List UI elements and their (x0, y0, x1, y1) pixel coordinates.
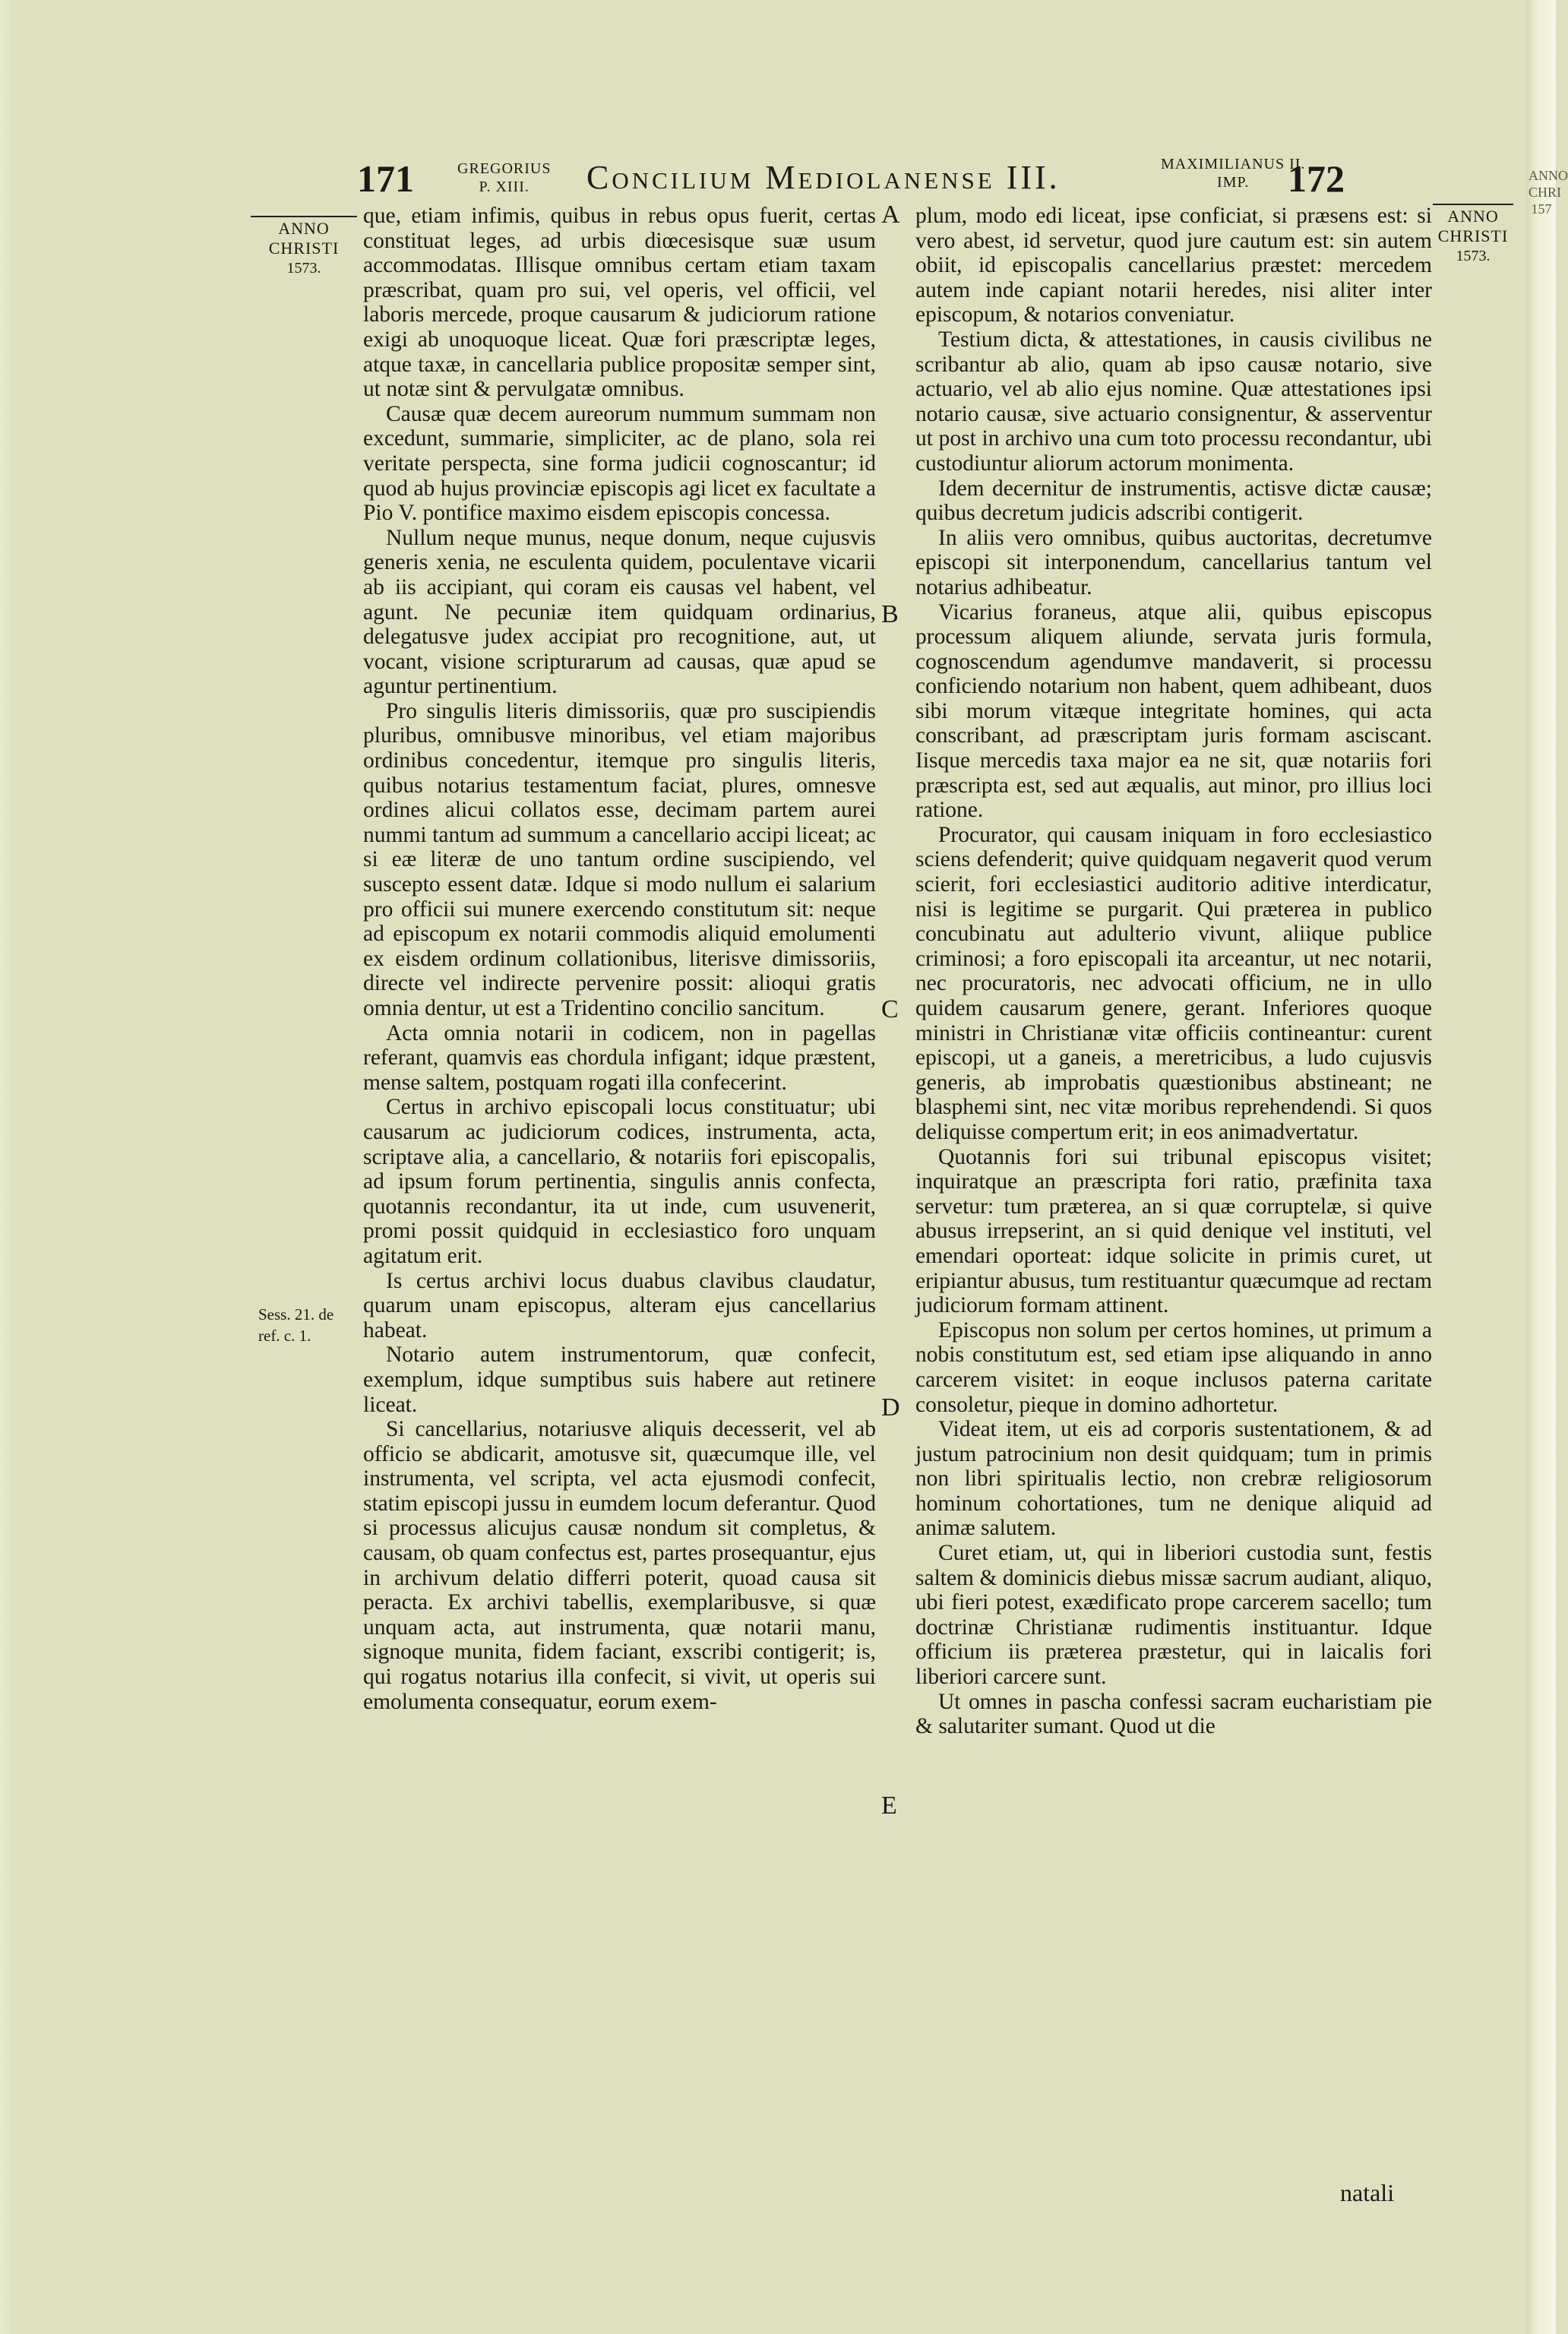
book-spine (0, 0, 14, 2334)
header-pope: GREGORIUS P. XIII. (457, 160, 552, 195)
next-page-edge (1525, 0, 1568, 2334)
paragraph: Notario autem instrumentorum, quæ confecit, exemplum, idque sumptibus suis habere aut retinere liceat. (363, 1343, 876, 1417)
running-title: Concilium Mediolanense III. (586, 159, 1061, 196)
paragraph: Causæ quæ decem aureorum nummum summam non excedunt, summarie, simpliciter, ac de plano, sola rei veritate perspecta, sine forma judicii cognoscantur; id quod ab hujus provinciæ episcopis agi licet ex facultate a Pio V. pontifice maximo eisdem episcopis concessa. (363, 401, 876, 526)
paragraph: Ut omnes in pascha confessi sacram eucharistiam pie & salutariter sumant. Quod ut die (915, 1689, 1432, 1739)
section-marker-e: E (881, 1792, 897, 1820)
section-marker-d: D (881, 1393, 900, 1422)
left-column (363, 204, 876, 1714)
section-marker-a: A (881, 201, 900, 229)
paragraph: Nullum neque munus, neque donum, neque cujusvis generis xenia, ne esculenta quidem, poculentave vicarii ab iis accipiant, qui coram eis causas vel habent, vel agunt. Ne pecuniæ item quidquam ordinarius, delegatusve judex accipiat pro recognitione, aut, ut vocant, visione scripturarum ad causas, quæ apud se aguntur pertinentium. (363, 525, 876, 699)
running-header (357, 149, 1345, 202)
paragraph: plum, modo edi liceat, ipse conficiat, si præsens est: si vero abest, id servetur, quod jure cautum est: sin autem obiit, id episcopalis cancellarius præstet: mercedem autem inde capiant notarii heredes, nisi aliter inter episcopum, & notarios conveniatur. (915, 204, 1432, 327)
paragraph: Acta omnia notarii in codicem, non in pagellas referant, quamvis eas chordula infigant; idque præstent, mense saltem, postquam rogati illa confecerint. (363, 1020, 876, 1095)
section-marker-b: B (881, 600, 899, 628)
paragraph: Videat item, ut eis ad corporis sustentationem, & ad justum patrocinium non desit quidquam; tum in primis non libri spiritualis lectio, non crebræ religiosorum hominum cohortationes, tum ne denique aliquid ad animæ salutem. (915, 1417, 1432, 1541)
page-number-left: 171 (357, 157, 414, 200)
session-reference-note: Sess. 21. de ref. c. 1. (258, 1305, 334, 1345)
paragraph: Idem decernitur de instrumentis, actisve dictæ causæ; quibus decretum judicis adscribi contigerit. (915, 476, 1432, 526)
paragraph: Procurator, qui causam iniquam in foro ecclesiastico sciens defenderit; quive quidquam negaverit quod verum scierit, fori ecclesiastici auditorio aditive interdicatur, nisi is legitime se purgarit. Qui præterea in publico concubinatu aut adulterio vivunt, aliique publice criminosi; a foro episcopali ita arceantur, ut nec notarii, nec procuratoris, nec advocati officium, ne in ullo quidem causarum genere, gerant. Inferiores quoque ministri in Christianæ vitæ officiis contineantur: curent episcopi, ut a ganeis, a meretricibus, a ludo cujusvis generis, ab improbatis quæstionibus abstineant; ne blasphemi sint, nec vitæ moribus reprehendendi. Si quos deliquisse compertum erit; in eos animadvertatur. (915, 822, 1432, 1144)
paragraph: Is certus archivi locus duabus clavibus claudatur, quarum unam episcopus, alteram ejus cancellarius habeat. (363, 1268, 876, 1343)
paragraph: Episcopus non solum per certos homines, ut primum a nobis constitutum est, sed etiam ipse aliquando in anno carcerem visitet: in eoque inclusos paterna caritate consoletur, pieque in domino adhortetur. (915, 1317, 1432, 1417)
paragraph: que, etiam infimis, quibus in rebus opus fuerit, certas constituat leges, ad urbis diœcesisque suæ usum accommodatas. Illisque omnibus certam etiam taxam præscribat, quam pro sui, vel operis, vel officii, vel laboris mercede, proque causarum & judiciorum ratione exigi ab unoquoque liceat. Quæ fori præscriptæ leges, atque taxæ, in cancellaria publice propositæ semper sint, ut notæ sint & pervulgatæ omnibus. (363, 204, 876, 402)
next-page-margin-text: ANNO CHRI 157 (1528, 168, 1568, 217)
paragraph: Testium dicta, & attestationes, in causis civilibus ne scribantur ab alio, quam ab ipso causæ notario, sive actuario, vel ab alio ejus nomine. Quæ attestationes ipsi notario causæ, sive actuario consignentur, & asserventur ut post in archivo una cum toto processu recondantur, ubi custodiuntur aliorum actorum monimenta. (915, 327, 1432, 476)
catchword: natali (1340, 2179, 1395, 2206)
header-emperor: MAXIMILIANUS II. IMP. (1161, 156, 1306, 191)
section-marker-c: C (881, 995, 899, 1023)
paragraph: Si cancellarius, notariusve aliquis decesserit, vel ab officio se abdicarit, amotusve sit, quæcumque ille, vel instrumenta, vel scripta, vel acta ejusmodi confecit, statim episcopi jussu in eumdem locum deferantur. Quod si processus alicujus causæ nondum sit completus, & causam, ob quam confectus est, partes prosequantur, ejus in archivum delatio differri poterit, quoad causa sit peracta. Ex archivi tabellis, exemplaribusve, si quæ unquam acta, aut instrumenta, quæ notarii manu, signoque munita, fidem faciant, exscribi contigerit; is, qui rogatus notarius illa confecit, si vivit, ut operis sui emolumenta consequatur, eorum exem- (363, 1417, 876, 1714)
paragraph: Pro singulis literis dimissoriis, quæ pro suscipiendis pluribus, omnibusve minoribus, vel etiam majoribus ordinibus concedentur, itemque pro singulis literis, quibus notarius testamentum faciat, plures, omnesve ordines alicui collatos esse, decimam partem aurei nummi tantum ad summum a cancellario accipi liceat; ac si eæ literæ de uno tantum ordine suscipiendo, vel suscepto essent datæ. Idque si modo nullum ei salarium pro officii sui munere exercendo constitutum sit: neque ad episcopum ex notarii commodis aliquid emolumenti ex eisdem ordinum collationibus, literisve dimissoriis, directe vel indirecte pervenire possit: alioqui gratis omnia dentur, ut est a Tridentino concilio sancitum. (363, 698, 876, 1020)
paragraph: Certus in archivo episcopali locus constituatur; ubi causarum ac judiciorum codices, instrumenta, acta, scriptave alia, a cancellario, & notariis fori episcopalis, ad ipsum forum pertinentia, singulis annis confecta, quotannis recondantur, ita ut inde, cum usuvenerit, promi possit quidquid in ecclesiastico foro unquam agitatum erit. (363, 1095, 876, 1268)
page-number-right: 172 (1288, 157, 1345, 200)
paragraph: Quotannis fori sui tribunal episcopus visitet; inquiratque an præscripta fori ratio, præfinita taxa servetur: tum præterea, an si quæ corruptelæ, si quive abusus irrepserint, an si quid denique vel instituti, vel emendari oporteat: idque solicite in primis curet, ut eripiantur abusus, tum restituantur quæcumque ad rectam judiciorum formam attinent. (915, 1144, 1432, 1318)
anno-christi-right: ANNO CHRISTI 1573. (1433, 204, 1513, 266)
right-column (915, 204, 1432, 1739)
paragraph: In aliis vero omnibus, quibus auctoritas, decretumve episcopi sit interponendum, cancellarius tantum vel notarius adhibeatur. (915, 525, 1432, 599)
paragraph: Vicarius foraneus, atque alii, quibus episcopus processum aliquem aliunde, servata juris formula, cognoscendum agendumve mandaverit, si processu conficiendo notarium non habent, quem adhibeant, duos sibi morum vitæque integritate homines, qui acta conscribant, ad præscriptam juris formam asciscant. Iisque mercedis taxa major ea ne sit, quæ notariis fori præscripta est, sed aut æqualis, aut minor, pro illius loci ratione. (915, 599, 1432, 823)
paragraph: Curet etiam, ut, qui in liberiori custodia sunt, festis saltem & dominicis diebus missæ sacrum audiant, aliquo, ubi fieri potest, exædificato prope carcerem sacello; tum doctrinæ Christianæ rudimentis instituantur. Idque officium iis præterea præstetur, qui in laicalis fori liberiori carcere sunt. (915, 1541, 1432, 1690)
anno-christi-left: ANNO CHRISTI 1573. (251, 216, 357, 278)
